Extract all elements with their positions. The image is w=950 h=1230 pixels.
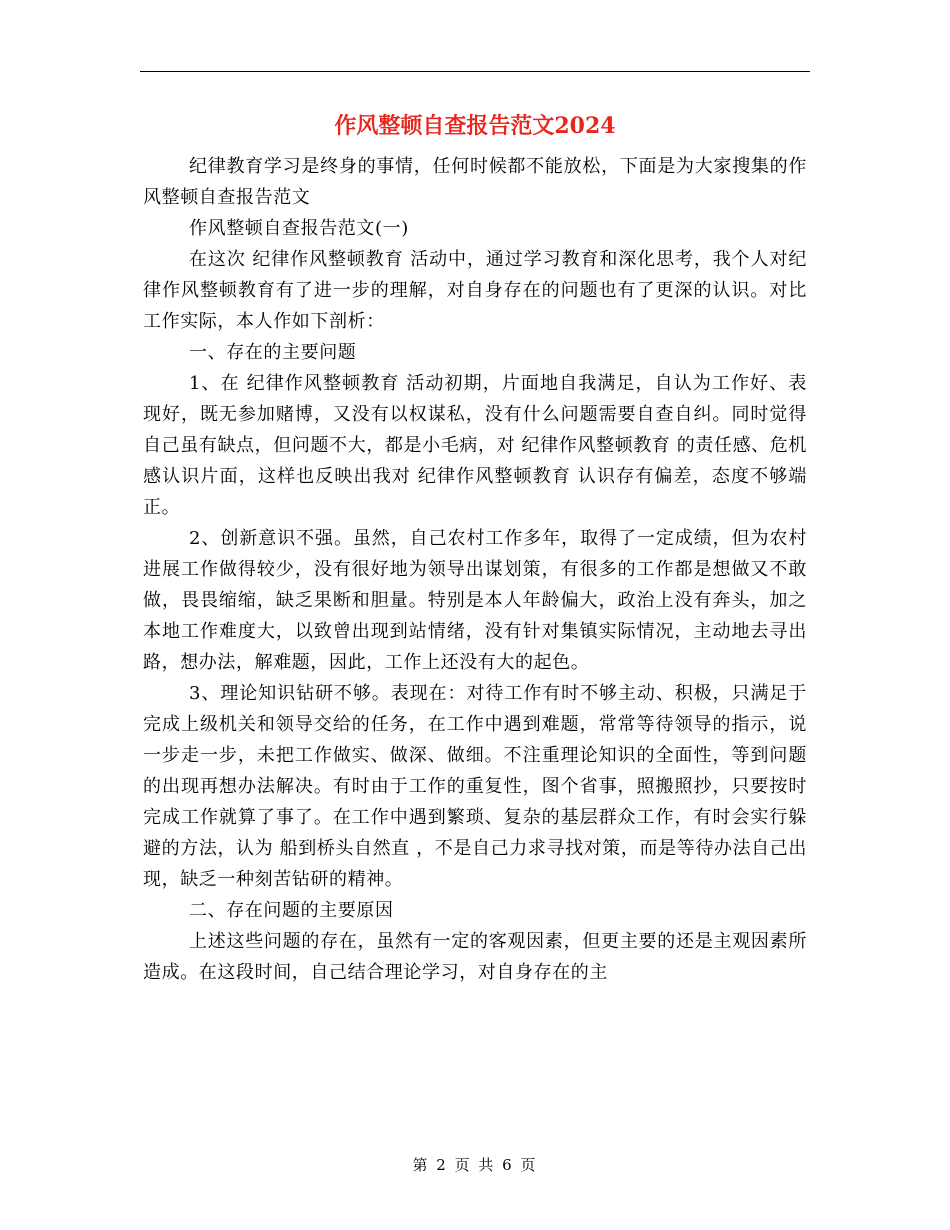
document-title: 作风整顿自查报告范文2024 [334,113,616,139]
body-paragraph: 上述这些问题的存在，虽然有一定的客观因素，但更主要的还是主观因素所造成。在这段时间，自己结合理论学习，对自身存在的主 [143,931,807,983]
section-heading-main-problems: 一、存在的主要问题 [189,342,357,363]
body-paragraph: 3、理论知识钻研不够。表现在：对待工作有时不够主动、积极，只满足于完成上级机关和领导交给的任务，在工作中遇到难题，常常等待领导的指示，说一步走一步，未把工作做实、做深、做细。不注重理论知识的全面性，等到问题的出现再想办法解决。有时由于工作的重复性，图个省事，照搬照抄，只要按时完成工作就算了事了。在工作中遇到繁琐、复杂的基层群众工作，有时会实行躲避的方法，认为 船到桥头自然直 ，不是自己力求寻找对策，而是等待办法自己出现，缺乏一种刻苦钻研的精神。 [143,683,807,890]
header-rule [140,71,810,72]
body-paragraph: 2、创新意识不强。虽然，自己农村工作多年，取得了一定成绩，但为农村进展工作做得较少，没有很好地为领导出谋划策，有很多的工作都是想做又不敢做，畏畏缩缩，缺乏果断和胆量。特别是本人年龄偏大，政治上没有奔头，加之本地工作难度大，以致曾出现到站情绪，没有针对集镇实际情况，主动地去寻出路，想办法，解难题，因此，工作上还没有大的起色。 [143,528,807,673]
section-title-sample-one: 作风整顿自查报告范文(一) [189,218,409,239]
section-heading-main-causes: 二、存在问题的主要原因 [189,900,394,921]
body-paragraph: 1、在 纪律作风整顿教育 活动初期，片面地自我满足，自认为工作好、表现好，既无参加赌博，又没有以权谋私，没有什么问题需要自查自纠。同时觉得自己虽有缺点，但问题不大，都是小毛病，对 纪律作风整顿教育 的责任感、危机感认识片面，这样也反映出我对 纪律作风整顿教育 认识存有偏差，态度不够端正。 [143,373,807,518]
document-body [143,151,807,988]
page-number-footer: 第 2 页 共 6 页 [412,1156,538,1174]
body-paragraph: 在这次 纪律作风整顿教育 活动中，通过学习教育和深化思考，我个人对纪律作风整顿教育有了进一步的理解，对自身存在的问题也有了更深的认识。对比工作实际，本人作如下剖析： [143,249,807,332]
intro-paragraph: 纪律教育学习是终身的事情，任何时候都不能放松，下面是为大家搜集的作风整顿自查报告范文 [143,156,807,208]
